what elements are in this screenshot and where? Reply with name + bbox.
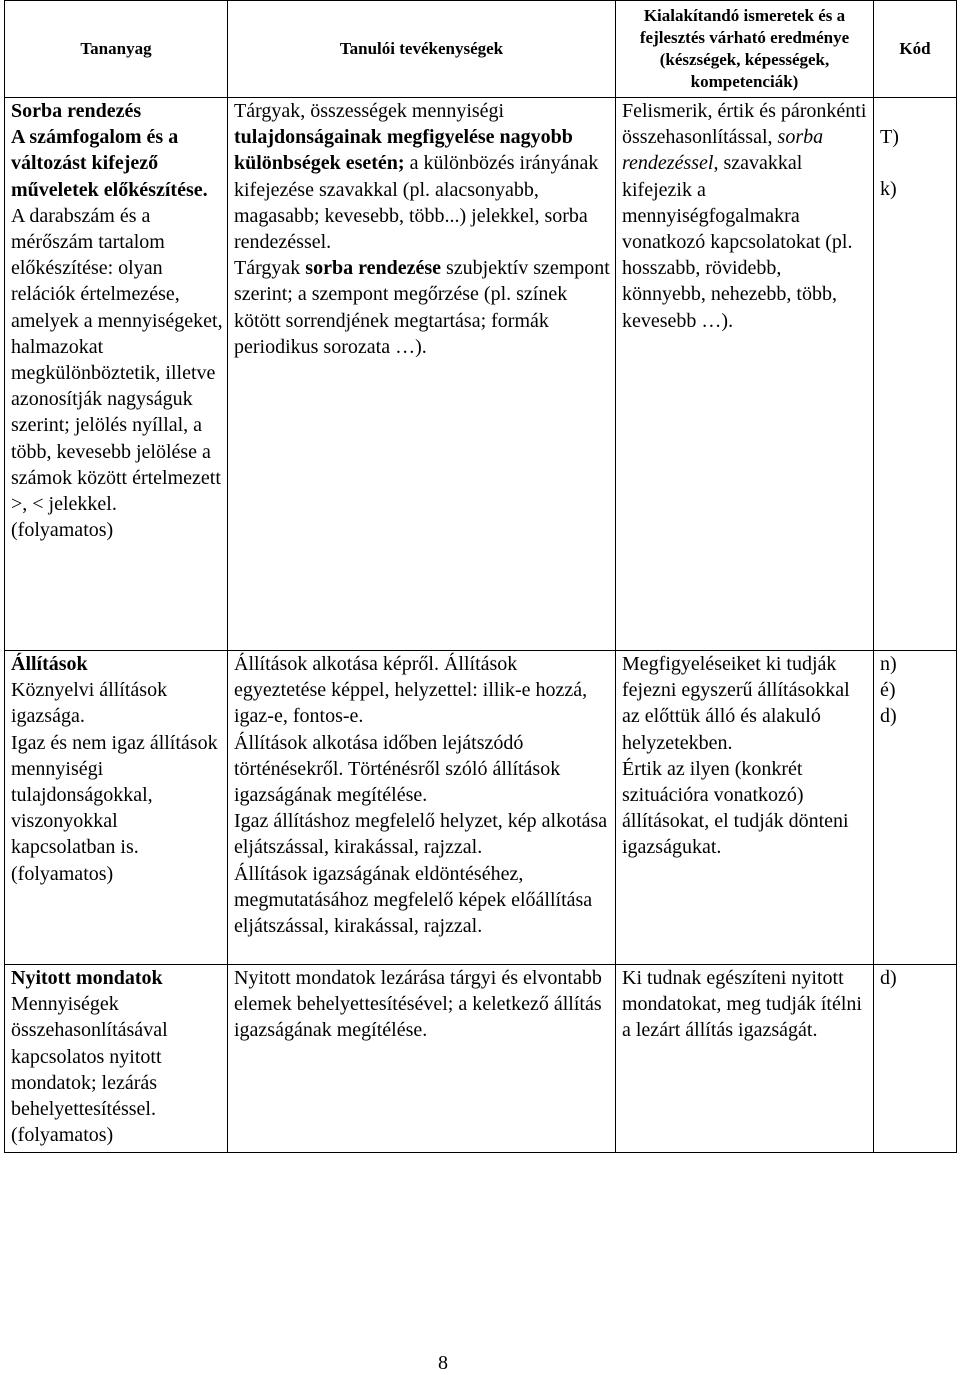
row1-topic-title: Sorba rendezés [11, 100, 142, 122]
row1-outcome-text-a: Felismerik, értik és páronkénti összehasonlítással, [622, 100, 867, 149]
row2-activity-4: Állítások igazságának eldöntéséhez, megmutatásához megfelelő képek előállítása eljátszással, kirakással, rajzzal. [234, 862, 593, 938]
row1-frequency-note: (folyamatos) [11, 519, 114, 542]
row2-outcome-2: Értik az ilyen (konkrét szituációra vonatkozó) állításokat, el tudják dönteni igazságukat. [622, 757, 849, 859]
row2-topic-description-2: Igaz és nem igaz állítások mennyiségi tulajdonságokkal, viszonyokkal kapcsolatban is. [11, 731, 218, 859]
row1-activity-1-text-c: a különbözés irányának kifejezése szavakkal (pl. alacsonyabb, magasabb; kevesebb, több...) jelekkel, sorba rendezéssel. [234, 152, 599, 254]
row2-tananyag-cell [5, 651, 228, 965]
row3-outcomes-cell [616, 965, 874, 1153]
row1-activity-2-text-a: Tárgyak [234, 257, 306, 280]
row3-activity: Nyitott mondatok lezárása tárgyi és elvontabb elemek behelyettesítésével; a keletkező állítás igazságának megítélése. [234, 967, 602, 1042]
row2-frequency-note: (folyamatos) [11, 862, 114, 885]
row-nyitott-mondatok [5, 965, 957, 1153]
row3-frequency-note: (folyamatos) [11, 1124, 114, 1147]
header-tananyag: Tananyag [5, 1, 228, 98]
header-row [5, 1, 957, 98]
row3-code-cell [874, 965, 957, 1153]
row-allitasok [5, 651, 957, 965]
row1-activities-cell [228, 98, 616, 651]
row2-activity-1: Állítások alkotása képről. Állítások egyeztetése képpel, helyzettel: illik-e hozzá, igaz-e, fontos-e. [234, 653, 588, 728]
header-kod: Kód [874, 1, 957, 98]
row2-code-3: d) [880, 705, 897, 728]
row1-activity-paragraph-2 [234, 255, 611, 360]
row2-outcome-1: Megfigyeléseiket ki tudják fejezni egyszerű állításokkal az előttük álló és alakuló helyzetekben. [622, 653, 850, 754]
row3-topic-description: Mennyiségek összehasonlításával kapcsolatos nyitott mondatok; lezárás behelyettesítéssel. [11, 993, 168, 1121]
row-sorba-rendezes [5, 98, 957, 651]
row1-activity-1-text-bold: tulajdonságainak megfigyelése nagyobb különbségek esetén; [234, 126, 573, 175]
row1-activity-2-text-bold: sorba rendezése [305, 257, 441, 280]
row1-activity-paragraph-1 [234, 98, 611, 255]
row1-activity-2-text-c: szubjektív szempont szerint; a szempont megőrzése (pl. színek kötött sorrendjének megtartása; formák periodikus sorozata …). [234, 257, 610, 358]
row2-activity-3: Igaz állításhoz megfelelő helyzet, kép alkotása eljátszással, kirakással, rajzzal. [234, 810, 608, 859]
row1-activity-1-text-a: Tárgyak, összességek mennyiségi [234, 100, 505, 122]
header-kialakitando-ismeretek: Kialakítandó ismeretek és a fejlesztés várható eredménye (készségek, képességek, kompetenciák) [616, 1, 874, 98]
row2-activity-2: Állítások alkotása időben lejátszódó történésekről. Történésről szóló állítások igazságának megítélése. [234, 731, 561, 807]
row2-code-cell [874, 651, 957, 965]
row2-code-1: n) [880, 653, 897, 675]
row1-topic-subtitle: A számfogalom és a változást kifejező műveletek előkészítése. [11, 126, 208, 201]
row3-tananyag-cell [5, 965, 228, 1153]
header-tanuloi-tevekenysegek: Tanulói tevékenységek [228, 1, 616, 98]
row1-outcome-text-italic: sorba rendezéssel [622, 126, 824, 175]
row1-tananyag-cell [5, 98, 228, 651]
row1-topic-description: A darabszám és a mérőszám tartalom előkészítése: olyan relációk értelmezése, amelyek a mennyiségeket, halmazokat megkülönböztetik, illetve azonosítják nagyságuk szerint; jelölés nyíllal, a több, kevesebb jelölése a számok között értelmezett >, < jelekkel. [11, 204, 223, 516]
row2-outcomes-cell [616, 651, 874, 965]
row3-activities-cell [228, 965, 616, 1153]
row3-code: d) [880, 967, 897, 989]
row2-topic-title: Állítások [11, 653, 88, 675]
row1-outcome-text-c: , szavakkal kifejezik a mennyiségfogalmakra vonatkozó kapcsolatokat (pl. hosszabb, rövidebb, könnyebb, nehezebb, több, kevesebb …). [622, 152, 853, 332]
row1-code-cell [874, 98, 957, 651]
row1-outcomes-cell [616, 98, 874, 651]
row2-topic-description-1: Köznyelvi állítások igazsága. [11, 679, 168, 728]
row2-code-2: é) [880, 679, 896, 702]
row1-code-1: T) [880, 126, 899, 148]
row3-outcome: Ki tudnak egészíteni nyitott mondatokat, meg tudják ítélni a lezárt állítás igazságát. [622, 967, 862, 1042]
row1-code-2: k) [880, 178, 897, 201]
page-number: 8 [438, 1352, 448, 1374]
row2-activities-cell [228, 651, 616, 965]
row3-topic-title: Nyitott mondatok [11, 967, 163, 989]
curriculum-table [4, 0, 957, 1153]
